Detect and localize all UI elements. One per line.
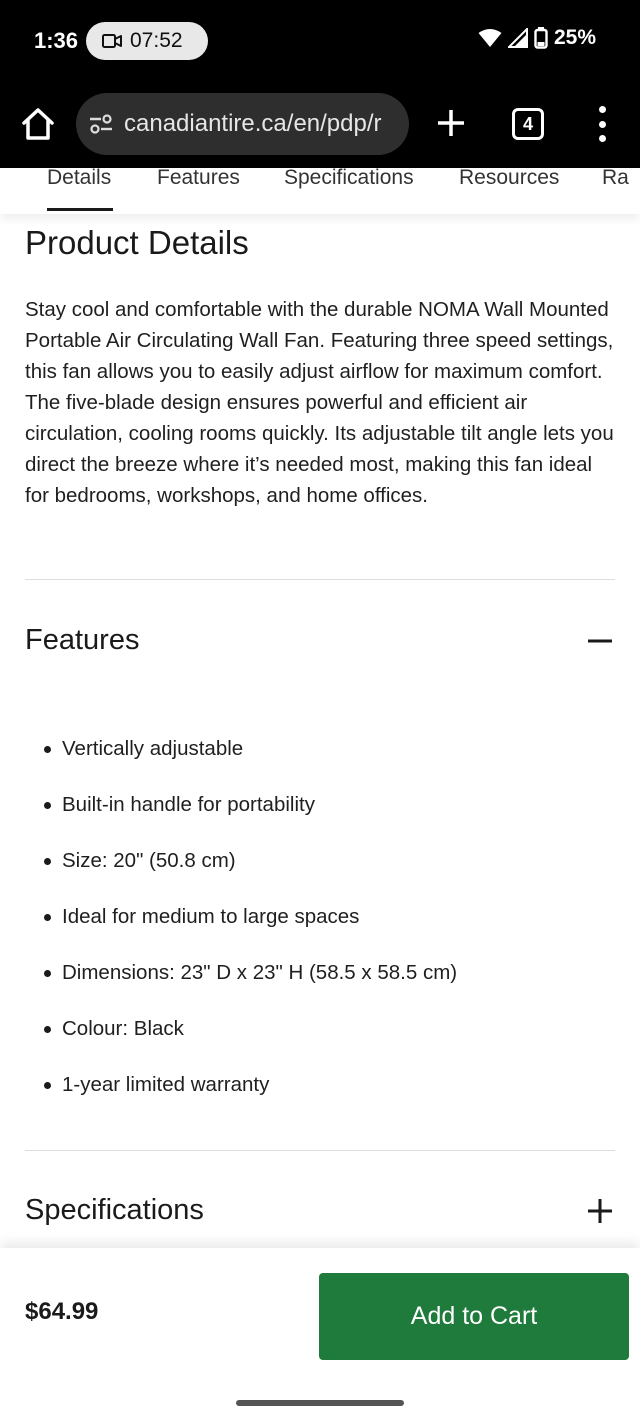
divider xyxy=(25,1150,615,1151)
list-item: Dimensions: 23" D x 23" H (58.5 x 58.5 cm) xyxy=(44,958,457,1014)
tab-ratings[interactable]: Ra xyxy=(602,168,629,189)
purchase-bar xyxy=(0,1248,640,1422)
browser-toolbar xyxy=(0,82,640,168)
status-bar xyxy=(0,0,640,82)
gesture-home-indicator[interactable] xyxy=(236,1400,404,1406)
more-vert-icon[interactable] xyxy=(592,106,612,142)
page-title: Product Details xyxy=(25,224,249,261)
tab-details[interactable]: Details xyxy=(47,168,112,189)
wifi-icon xyxy=(478,28,502,48)
address-bar[interactable] xyxy=(76,93,409,155)
specifications-heading[interactable]: Specifications xyxy=(25,1194,204,1226)
cell-signal-icon xyxy=(508,28,528,48)
list-item: Size: 20" (50.8 cm) xyxy=(44,846,457,902)
new-tab-plus-icon[interactable] xyxy=(434,106,468,140)
tab-resources[interactable]: Resources xyxy=(459,168,560,189)
tune-icon[interactable] xyxy=(88,111,114,137)
tab-switcher-button[interactable]: 4 xyxy=(512,108,544,140)
active-tab-indicator xyxy=(47,208,113,211)
divider xyxy=(25,579,615,580)
status-icons xyxy=(478,26,596,50)
recording-time: 07:52 xyxy=(130,29,183,52)
minus-icon[interactable] xyxy=(586,627,614,655)
video-camera-icon xyxy=(102,33,122,49)
tab-specifications[interactable]: Specifications xyxy=(284,168,414,189)
list-item: Colour: Black xyxy=(44,1014,457,1070)
features-list xyxy=(44,734,457,1126)
list-item: Ideal for medium to large spaces xyxy=(44,902,457,958)
list-item: Vertically adjustable xyxy=(44,734,457,790)
tab-features[interactable]: Features xyxy=(157,168,240,189)
features-heading[interactable]: Features xyxy=(25,624,140,656)
add-to-cart-button[interactable]: Add to Cart xyxy=(319,1273,629,1360)
status-time: 1:36 xyxy=(34,28,79,53)
screen-recording-chip[interactable] xyxy=(86,22,208,60)
home-icon[interactable] xyxy=(18,104,58,144)
battery-icon xyxy=(534,27,548,49)
list-item: 1-year limited warranty xyxy=(44,1070,457,1126)
product-description: Stay cool and comfortable with the durable NOMA Wall Mounted Portable Air Circulating Wall Fan. Featuring three speed settings, this fan allows you to easily adjust airflow for maximum comfort. The five-blade design ensures powerful and efficient air circulation, cooling rooms quickly. Its adjustable tilt angle lets you direct the breeze where it’s needed most, making this fan ideal for bedrooms, workshops, and home offices. xyxy=(25,298,614,507)
url-text[interactable]: canadiantire.ca/en/pdp/r xyxy=(124,110,382,137)
plus-icon[interactable] xyxy=(586,1197,614,1225)
battery-percent: 25% xyxy=(553,26,596,49)
list-item: Built-in handle for portability xyxy=(44,790,457,846)
price: $64.99 xyxy=(25,1298,99,1325)
